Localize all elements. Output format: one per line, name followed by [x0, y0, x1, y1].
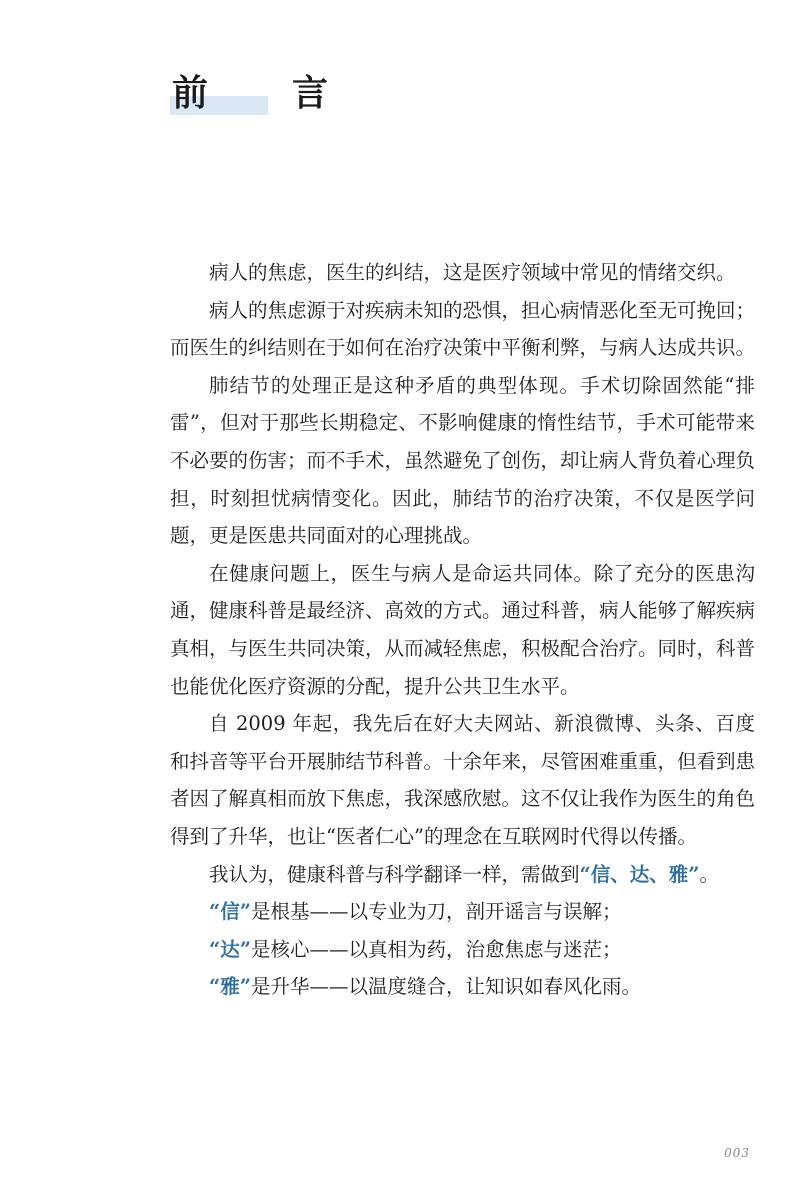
principle-term: “雅”: [209, 975, 251, 999]
page-title: 前 言: [172, 72, 353, 114]
paragraph: 自 2009 年起，我先后在好大夫网站、新浪微博、头条、百度和抖音等平台开展肺结节科普。十余年来，尽管困难重重，但看到患者因了解真相而放下焦虑，我深感欣慰。这不仅让我作为医生的角色得到了升华，也让“医者仁心”的理念在互联网时代得以传播。: [170, 712, 756, 848]
paragraph: 肺结节的处理正是这种矛盾的典型体现。手术切除固然能“排雷”，但对于那些长期稳定、不影响健康的惰性结节，手术可能带来不必要的伤害；而不手术，虽然避免了创伤，却让病人背负着心理负担，时刻担忧病情变化。因此，肺结节的治疗决策，不仅是医学问题，更是医患共同面对的心理挑战。: [170, 373, 756, 548]
principles-intro-text: 我认为，健康科普与科学翻译一样，需做到: [209, 862, 580, 886]
preface-body: [170, 254, 755, 1006]
page-number: 003: [724, 1146, 750, 1160]
paragraph: 病人的焦虑，医生的纠结，这是医疗领域中常见的情绪交织。: [209, 261, 736, 284]
principles-highlight: “信、达、雅”: [579, 862, 700, 886]
principle-item-da: [170, 931, 755, 969]
principle-item-ya: [170, 968, 755, 1006]
principle-text: 是升华——以温度缝合，让知识如春风化雨。: [250, 975, 641, 999]
paragraph: 在健康问题上，医生与病人是命运共同体。除了充分的医患沟通，健康科普是最经济、高效的方式。通过科普，病人能够了解疾病真相，与医生共同决策，从而减轻焦虑，积极配合治疗。同时，科普也能优化医疗资源的分配，提升公共卫生水平。: [170, 561, 756, 698]
principle-term: “信”: [209, 900, 251, 924]
principles-intro-end: 。: [699, 862, 719, 886]
principle-text: 是核心——以真相为药，治愈焦虑与迷茫；: [250, 937, 622, 961]
principles-intro: [170, 856, 755, 894]
principle-item-xin: [170, 893, 755, 931]
heading: [170, 70, 353, 116]
paragraph: 病人的焦虑源于对疾病未知的恐惧，担心病情恶化至无可挽回；而医生的纠结则在于如何在治疗决策中平衡利弊，与病人达成共识。: [170, 298, 756, 360]
principle-text: 是根基——以专业为刀，剖开谣言与误解；: [250, 900, 622, 924]
principle-term: “达”: [209, 937, 251, 961]
